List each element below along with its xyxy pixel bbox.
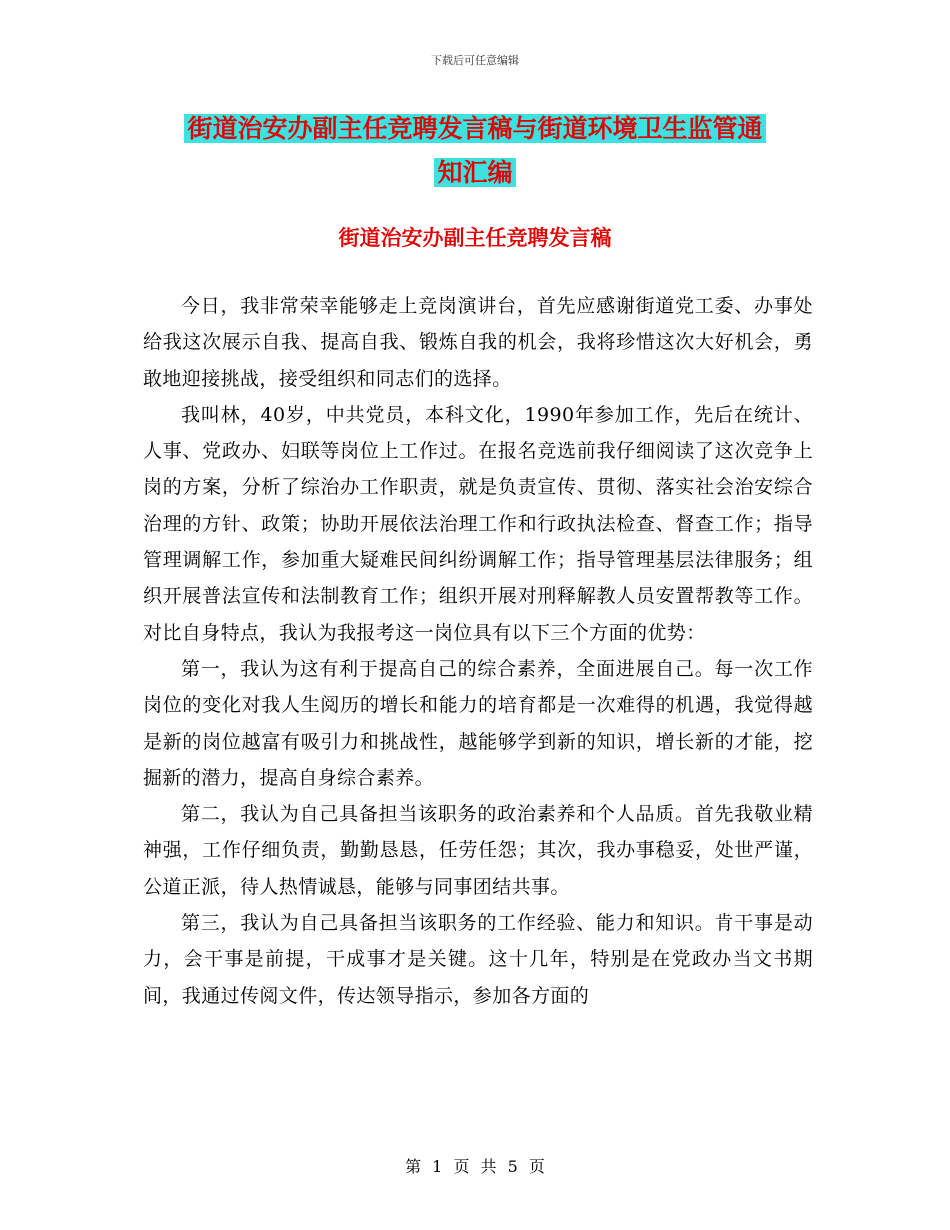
header-note: 下载后可任意编辑 — [431, 54, 519, 67]
document-title-line-1 — [0, 114, 950, 144]
document-title-line-2 — [0, 158, 950, 188]
paragraph: 我叫林，40岁，中共党员，本科文化，1990年参加工作，先后在统计、人事、党政办、妇联等岗位上工作过。在报名竞选前我仔细阅读了这次竞争上岗的方案，分析了综治办工作职责，就是负责宣传、贯彻、落实社会治安综合治理的方针、政策；协助开展依法治理工作和行政执法检查、督查工作；指导管理调解工作，参加重大疑难民间纠纷调解工作；指导管理基层法律服务；组织开展普法宣传和法制教育工作；组织开展对刑释解教人员安置帮教等工作。对比自身特点，我认为我报考这一岗位具有以下三个方面的优势： — [143, 403, 813, 644]
paragraph: 第三，我认为自己具备担当该职务的工作经验、能力和知识。肯干事是动力，会干事是前提，干成事才是关键。这十几年，特别是在党政办当文书期间，我通过传阅文件，传达领导指示，参加各方面的 — [143, 912, 813, 1007]
section-title: 街道治安办副主任竞聘发言稿 — [338, 225, 612, 250]
title-line-1-text: 街道治安办副主任竞聘发言稿与街道环境卫生监管通 — [184, 114, 765, 143]
page-footer: 第 1 页 共 5 页 — [405, 1157, 545, 1176]
paragraph: 第一，我认为这有利于提高自己的综合素养，全面进展自己。每一次工作岗位的变化对我人生阅历的增长和能力的培育都是一次难得的机遇，我觉得越是新的岗位越富有吸引力和挑战性，越能够学到新的知识，增长新的才能，挖掘新的潜力，提高自身综合素养。 — [143, 657, 813, 789]
paragraph: 今日，我非常荣幸能够走上竞岗演讲台，首先应感谢街道党工委、办事处给我这次展示自我、提高自我、锻炼自我的机会，我将珍惜这次大好机会，勇敢地迎接挑战，接受组织和同志们的选择。 — [143, 295, 813, 390]
title-line-2-text: 知汇编 — [434, 158, 515, 187]
paragraph: 第二，我认为自己具备担当该职务的政治素养和个人品质。首先我敬业精神强，工作仔细负责，勤勤恳恳，任劳任怨；其次，我办事稳妥，处世严谨，公道正派，待人热情诚恳，能够与同事团结共事。 — [143, 803, 813, 898]
body-text — [143, 288, 813, 1014]
